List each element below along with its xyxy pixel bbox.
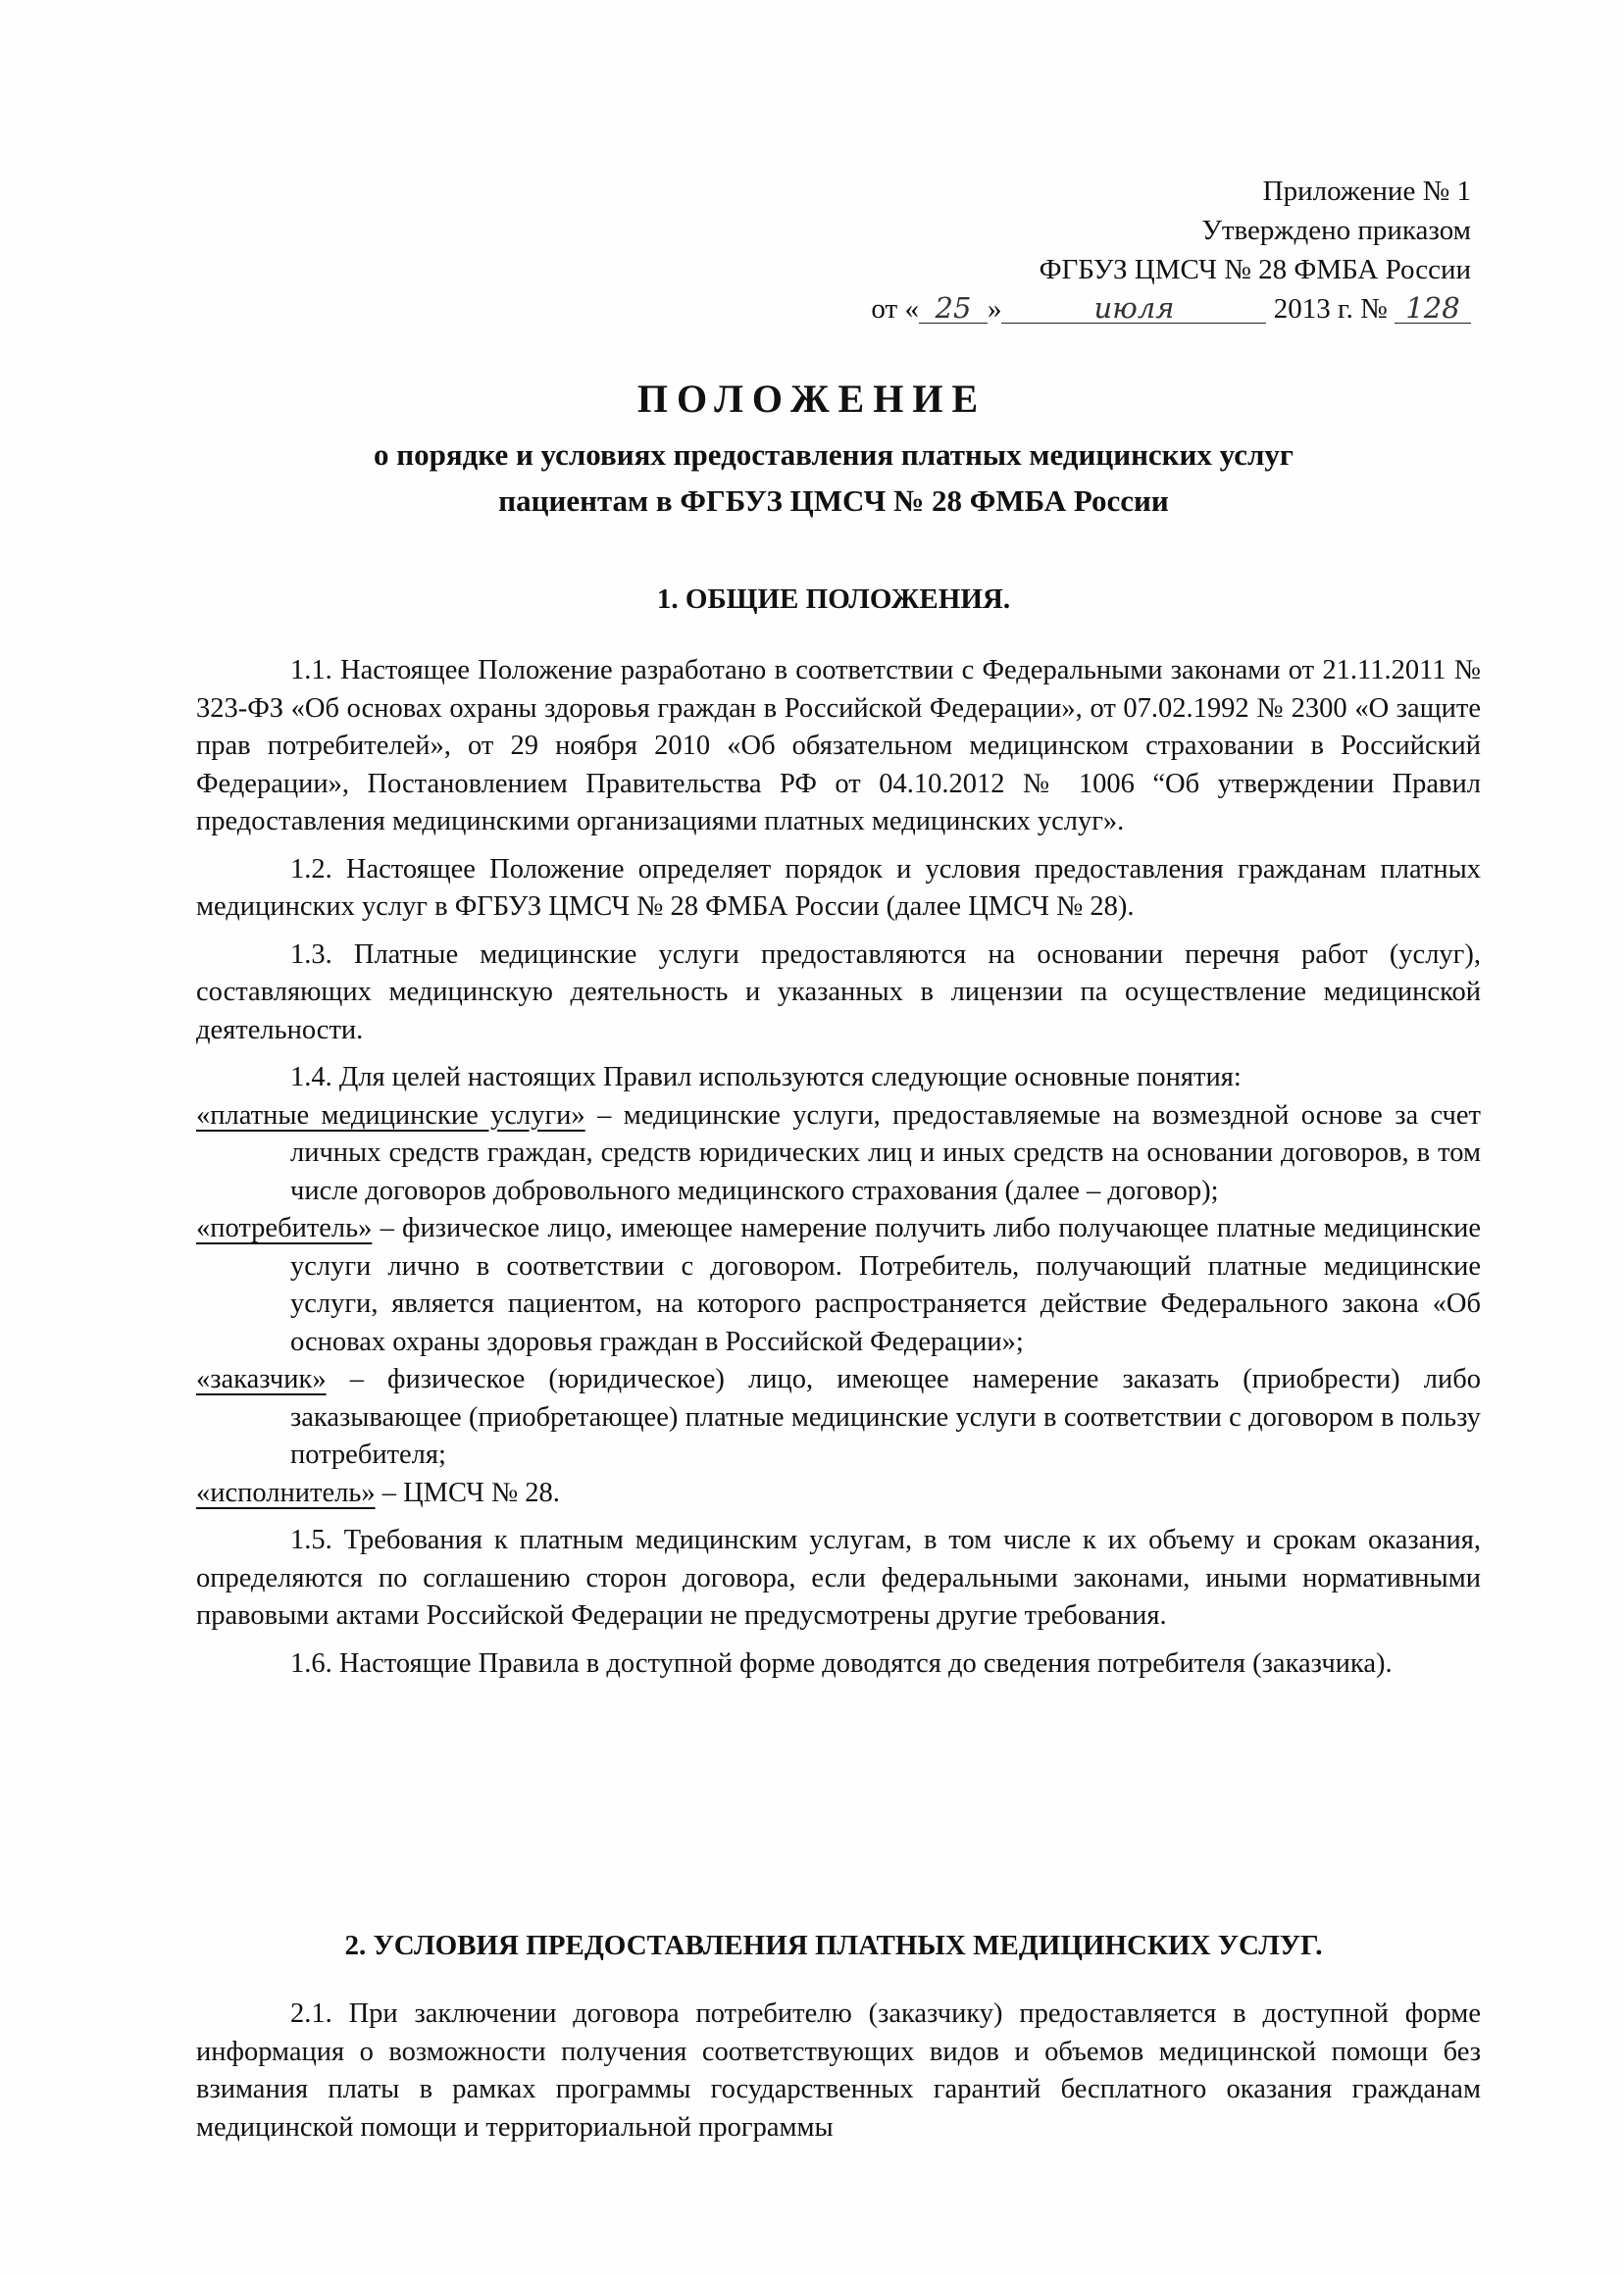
document-title: ПОЛОЖЕНИЕ <box>636 377 988 421</box>
date-prefix: от « <box>871 293 919 325</box>
approval-block <box>871 172 1471 329</box>
definition: – физическое (юридическое) лицо, имеющее намерение заказать (приобрести) либо заказывающее (приобретающее) платные медицинские услуги в соответствии с договором в пользу потребителя; <box>290 1364 1481 1470</box>
term: «исполнитель» <box>196 1477 376 1508</box>
document-subtitle <box>196 431 1471 524</box>
definition-contractor <box>196 1475 1481 1513</box>
definition: – ЦМСЧ № 28. <box>375 1477 560 1508</box>
paragraph-2-1: 2.1. При заключении договора потребителю (заказчику) предоставляется в доступной форме информация о возможности получения соответствующих видов и объемов медицинской помощи без взимания платы в рамках программы государственных гарантий бесплатного оказания гражданам медицинской помощи и территориальной программы <box>196 1998 1481 2143</box>
appendix-number: Приложение № 1 <box>1262 176 1471 207</box>
organization-name: ФГБУЗ ЦМСЧ № 28 ФМБА России <box>1039 254 1471 285</box>
section-1-heading: 1. ОБЩИЕ ПОЛОЖЕНИЯ. <box>656 583 1011 615</box>
term: «потребитель» <box>196 1213 373 1243</box>
handwritten-month: июля <box>1001 293 1266 324</box>
section-2-heading: 2. УСЛОВИЯ ПРЕДОСТАВЛЕНИЯ ПЛАТНЫХ МЕДИЦИНСКИХ УСЛУГ. <box>344 1930 1323 1961</box>
handwritten-day: 25 <box>919 293 988 324</box>
definition: – медицинские услуги, предоставляемые на возмездной основе за счет личных средств граждан, средств юридических лиц и иных средств на основании договоров, в том числе договоров добровольного медицинского страхования (далее – договор); <box>290 1099 1481 1206</box>
definition: – физическое лицо, имеющее намерение получить либо получающее платные медицинские услуги лично в соответствии с договором. Потребитель, получающий платные медицинские услуги, является пациентом, на которого распространяется действие Федерального закона «Об основах охраны здоровья граждан в Российской Федерации»; <box>290 1213 1481 1357</box>
term: «платные медицинские услуги» <box>196 1099 585 1131</box>
paragraph-1-1: 1.1. Настоящее Положение разработано в соответствии с Федеральными законами от 21.11.2011 № 323-ФЗ «Об основах охраны здоровья граждан в Российской Федерации», от 07.02.1992 № 2300 «О защите прав потребителей», от 29 ноября 2010 «Об обязательном медицинском страховании в Российский Федерации», Постановлением Правительства РФ от 04.10.2012 № 1006 “Об утверждении Правил предоставления медицинскими организациями платных медицинских услуг». <box>196 655 1481 836</box>
date-quote-close: » <box>987 293 1002 325</box>
section-2-body <box>196 1996 1481 2147</box>
term: «заказчик» <box>196 1364 327 1394</box>
order-date-line <box>871 289 1471 329</box>
section-1-body-a <box>196 652 1481 1683</box>
definition-consumer <box>196 1210 1481 1361</box>
paragraph-1-3: 1.3. Платные медицинские услуги предоставляются на основании перечня работ (услуг), составляющих медицинскую деятельность и указанных в лицензии па осуществление медицинской деятельности. <box>196 938 1481 1045</box>
paragraph-1-5: 1.5. Требования к платным медицинским услугам, в том числе к их объему и срокам оказания, определяются по соглашению сторон договора, если федеральными законами, иными нормативными правовыми актами Российской Федерации не предусмотрены другие требования. <box>196 1525 1481 1631</box>
paragraph-1-6: 1.6. Настоящие Правила в доступной форме доводятся до сведения потребителя (заказчика). <box>290 1647 1393 1679</box>
paragraph-1-2: 1.2. Настоящее Положение определяет порядок и условия предоставления гражданам платных медицинских услуг в ФГБУЗ ЦМСЧ № 28 ФМБА России (далее ЦМСЧ № 28). <box>196 853 1481 922</box>
subtitle-line-1: о порядке и условиях предоставления платных медицинских услуг <box>374 437 1294 472</box>
approved-by-order: Утверждено приказом <box>1201 215 1471 246</box>
handwritten-order-number: 128 <box>1395 293 1471 324</box>
definition-paid-services <box>196 1097 1481 1211</box>
paragraph-1-4: 1.4. Для целей настоящих Правил используются следующие основные понятия: <box>290 1062 1242 1092</box>
subtitle-line-2: пациентам в ФГБУЗ ЦМСЧ № 28 ФМБА России <box>498 483 1169 518</box>
definition-customer <box>196 1361 1481 1475</box>
order-year: 2013 г. № <box>1273 293 1388 325</box>
